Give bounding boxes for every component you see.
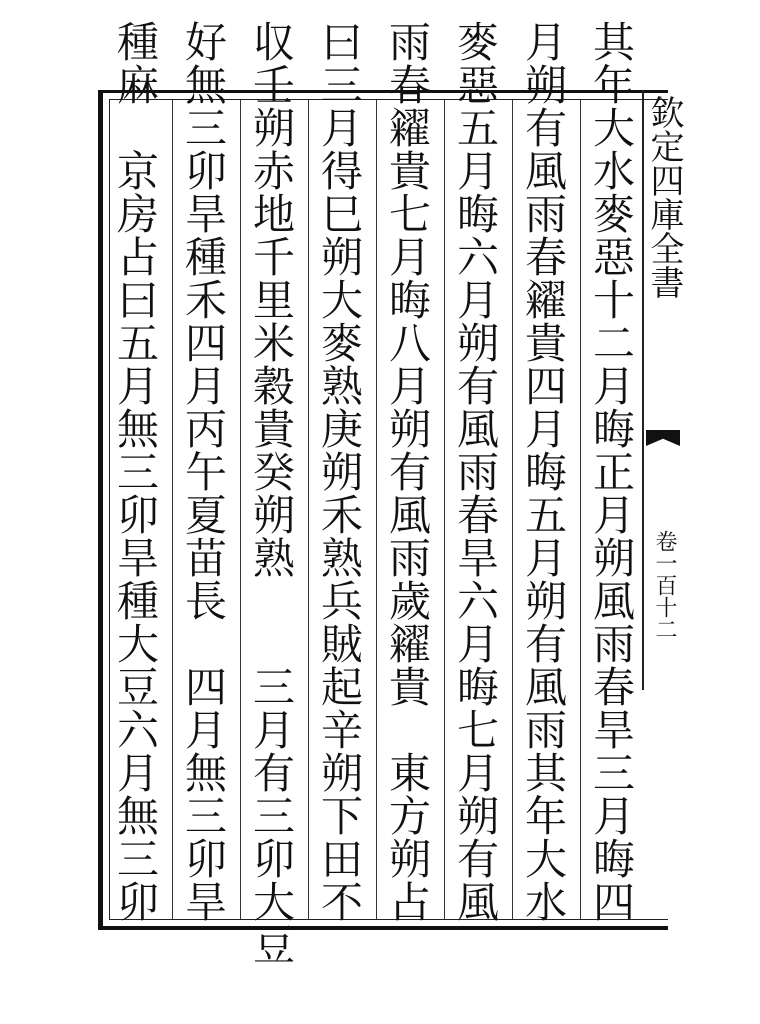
- text-column-3: 麥惡五月晦六月朔有風雨春旱六月晦七月朔有風: [451, 20, 500, 923]
- page-margin: [642, 90, 686, 690]
- text-column-2: 月朔有風雨春糴貴四月晦五月朔有風雨其年大水: [519, 20, 568, 923]
- volume-number: 卷一百十二: [652, 530, 677, 640]
- text-column-1: 其年大水麥惡十二月晦正月朔風雨春旱三月晦四: [587, 20, 636, 923]
- text-column-6: 収壬朔赤地千里米穀貴癸朔熟 三月有三卯大豆: [247, 20, 296, 966]
- text-column-7: 好無三卯旱種禾四月丙午夏苗長 四月無三卯旱: [179, 20, 228, 923]
- book-title: 欽定四庫全書: [644, 95, 684, 299]
- text-column-4: 雨春糴貴七月晦八月朔有風雨歲糴貴 東方朔占: [383, 20, 432, 923]
- text-column-8: 種麻 京房占曰五月無三卯旱種大豆六月無三卯: [111, 20, 160, 923]
- fish-tail-mark: [646, 430, 680, 446]
- text-column-5: 曰三月得巳朔大麥熟庚朔禾熟兵賊起辛朔下田不: [315, 20, 364, 923]
